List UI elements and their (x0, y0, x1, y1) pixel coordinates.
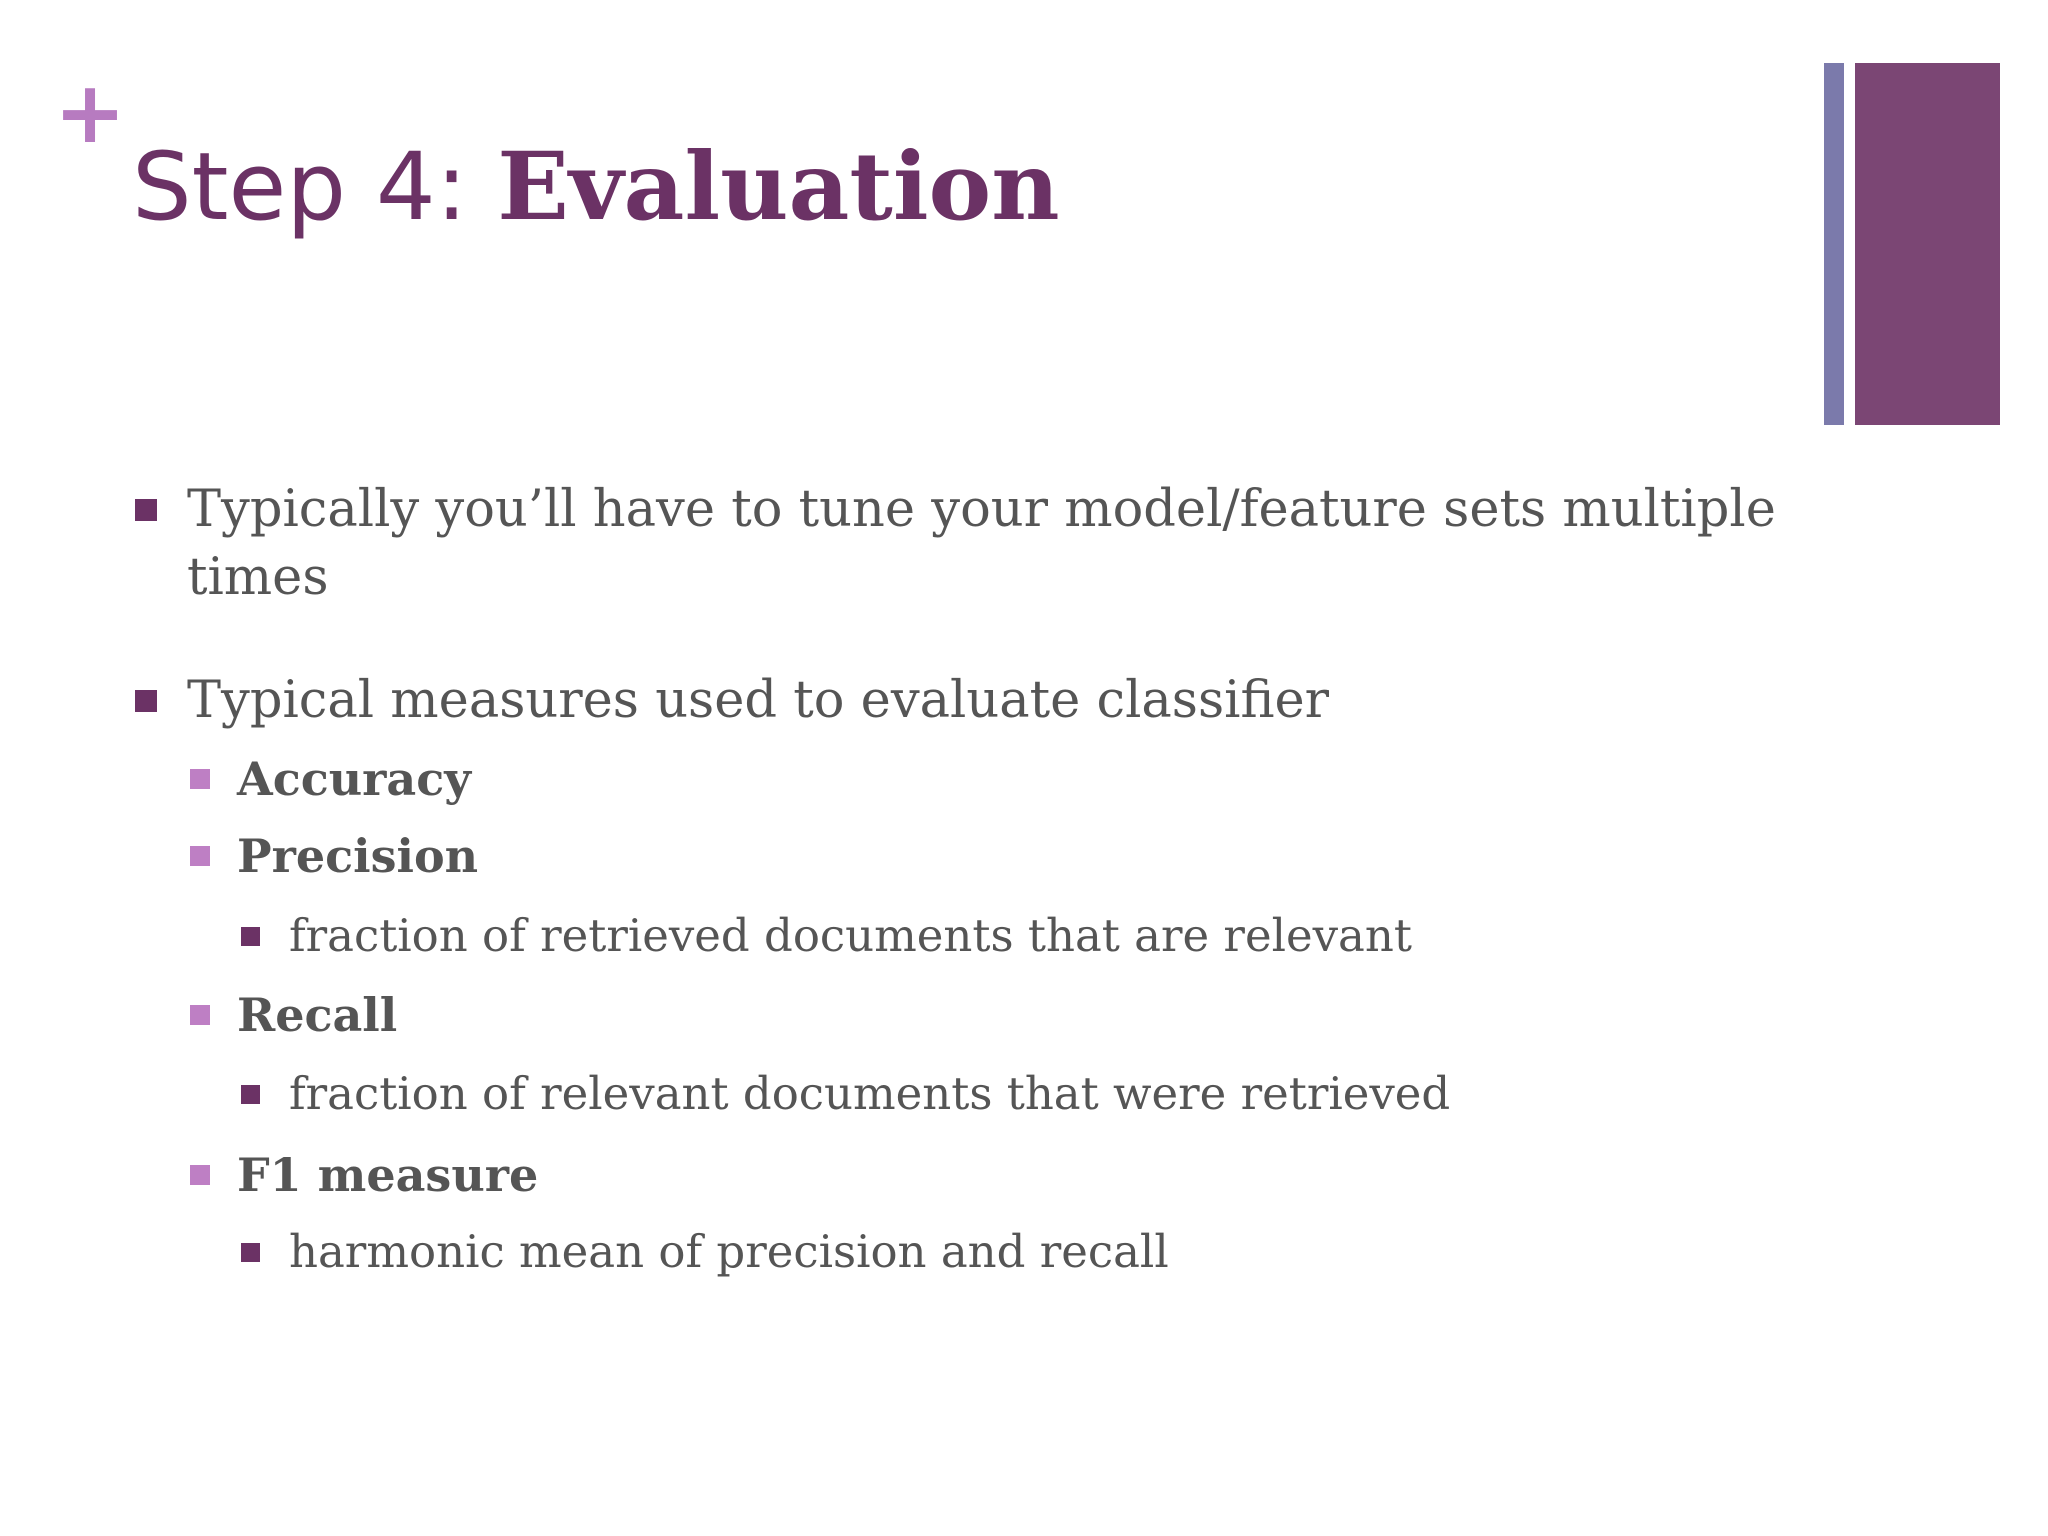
accent-bar-thin (1824, 63, 1844, 425)
sub-sub-bullet-text-f1-def: harmonic mean of precision and recall (289, 1225, 1169, 1278)
slide-title (132, 132, 1060, 242)
sub-sub-bullet-text-recall-def: fraction of relevant documents that were retrieved (289, 1067, 1451, 1120)
plus-icon: + (54, 63, 127, 163)
accent-bar-wide (1855, 63, 2000, 425)
sub-bullet-text-recall: Recall (237, 988, 398, 1042)
sub-bullet-text-accuracy: Accuracy (237, 752, 471, 806)
slide-title-prefix: Step 4: (132, 133, 498, 242)
square-bullet-icon (190, 1005, 210, 1025)
sub-bullet-text-precision: Precision (237, 829, 479, 883)
square-bullet-icon (241, 927, 260, 946)
square-bullet-icon (190, 846, 210, 866)
sub-bullet-text-f1: F1 measure (237, 1148, 539, 1202)
bullet-text-1-line-1: Typically you’ll have to tune your model/feature sets multiple (187, 480, 1776, 539)
bullet-text-2: Typical measures used to evaluate classifier (187, 671, 1330, 730)
square-bullet-icon (190, 769, 210, 789)
square-bullet-icon (241, 1085, 260, 1104)
square-bullet-icon (190, 1165, 210, 1185)
slide-title-emphasis: Evaluation (497, 132, 1060, 242)
square-bullet-icon (135, 499, 157, 521)
sub-sub-bullet-text-precision-def: fraction of retrieved documents that are relevant (289, 909, 1412, 962)
bullet-text-1-line-2: times (187, 548, 329, 607)
square-bullet-icon (241, 1243, 260, 1262)
square-bullet-icon (135, 690, 157, 712)
